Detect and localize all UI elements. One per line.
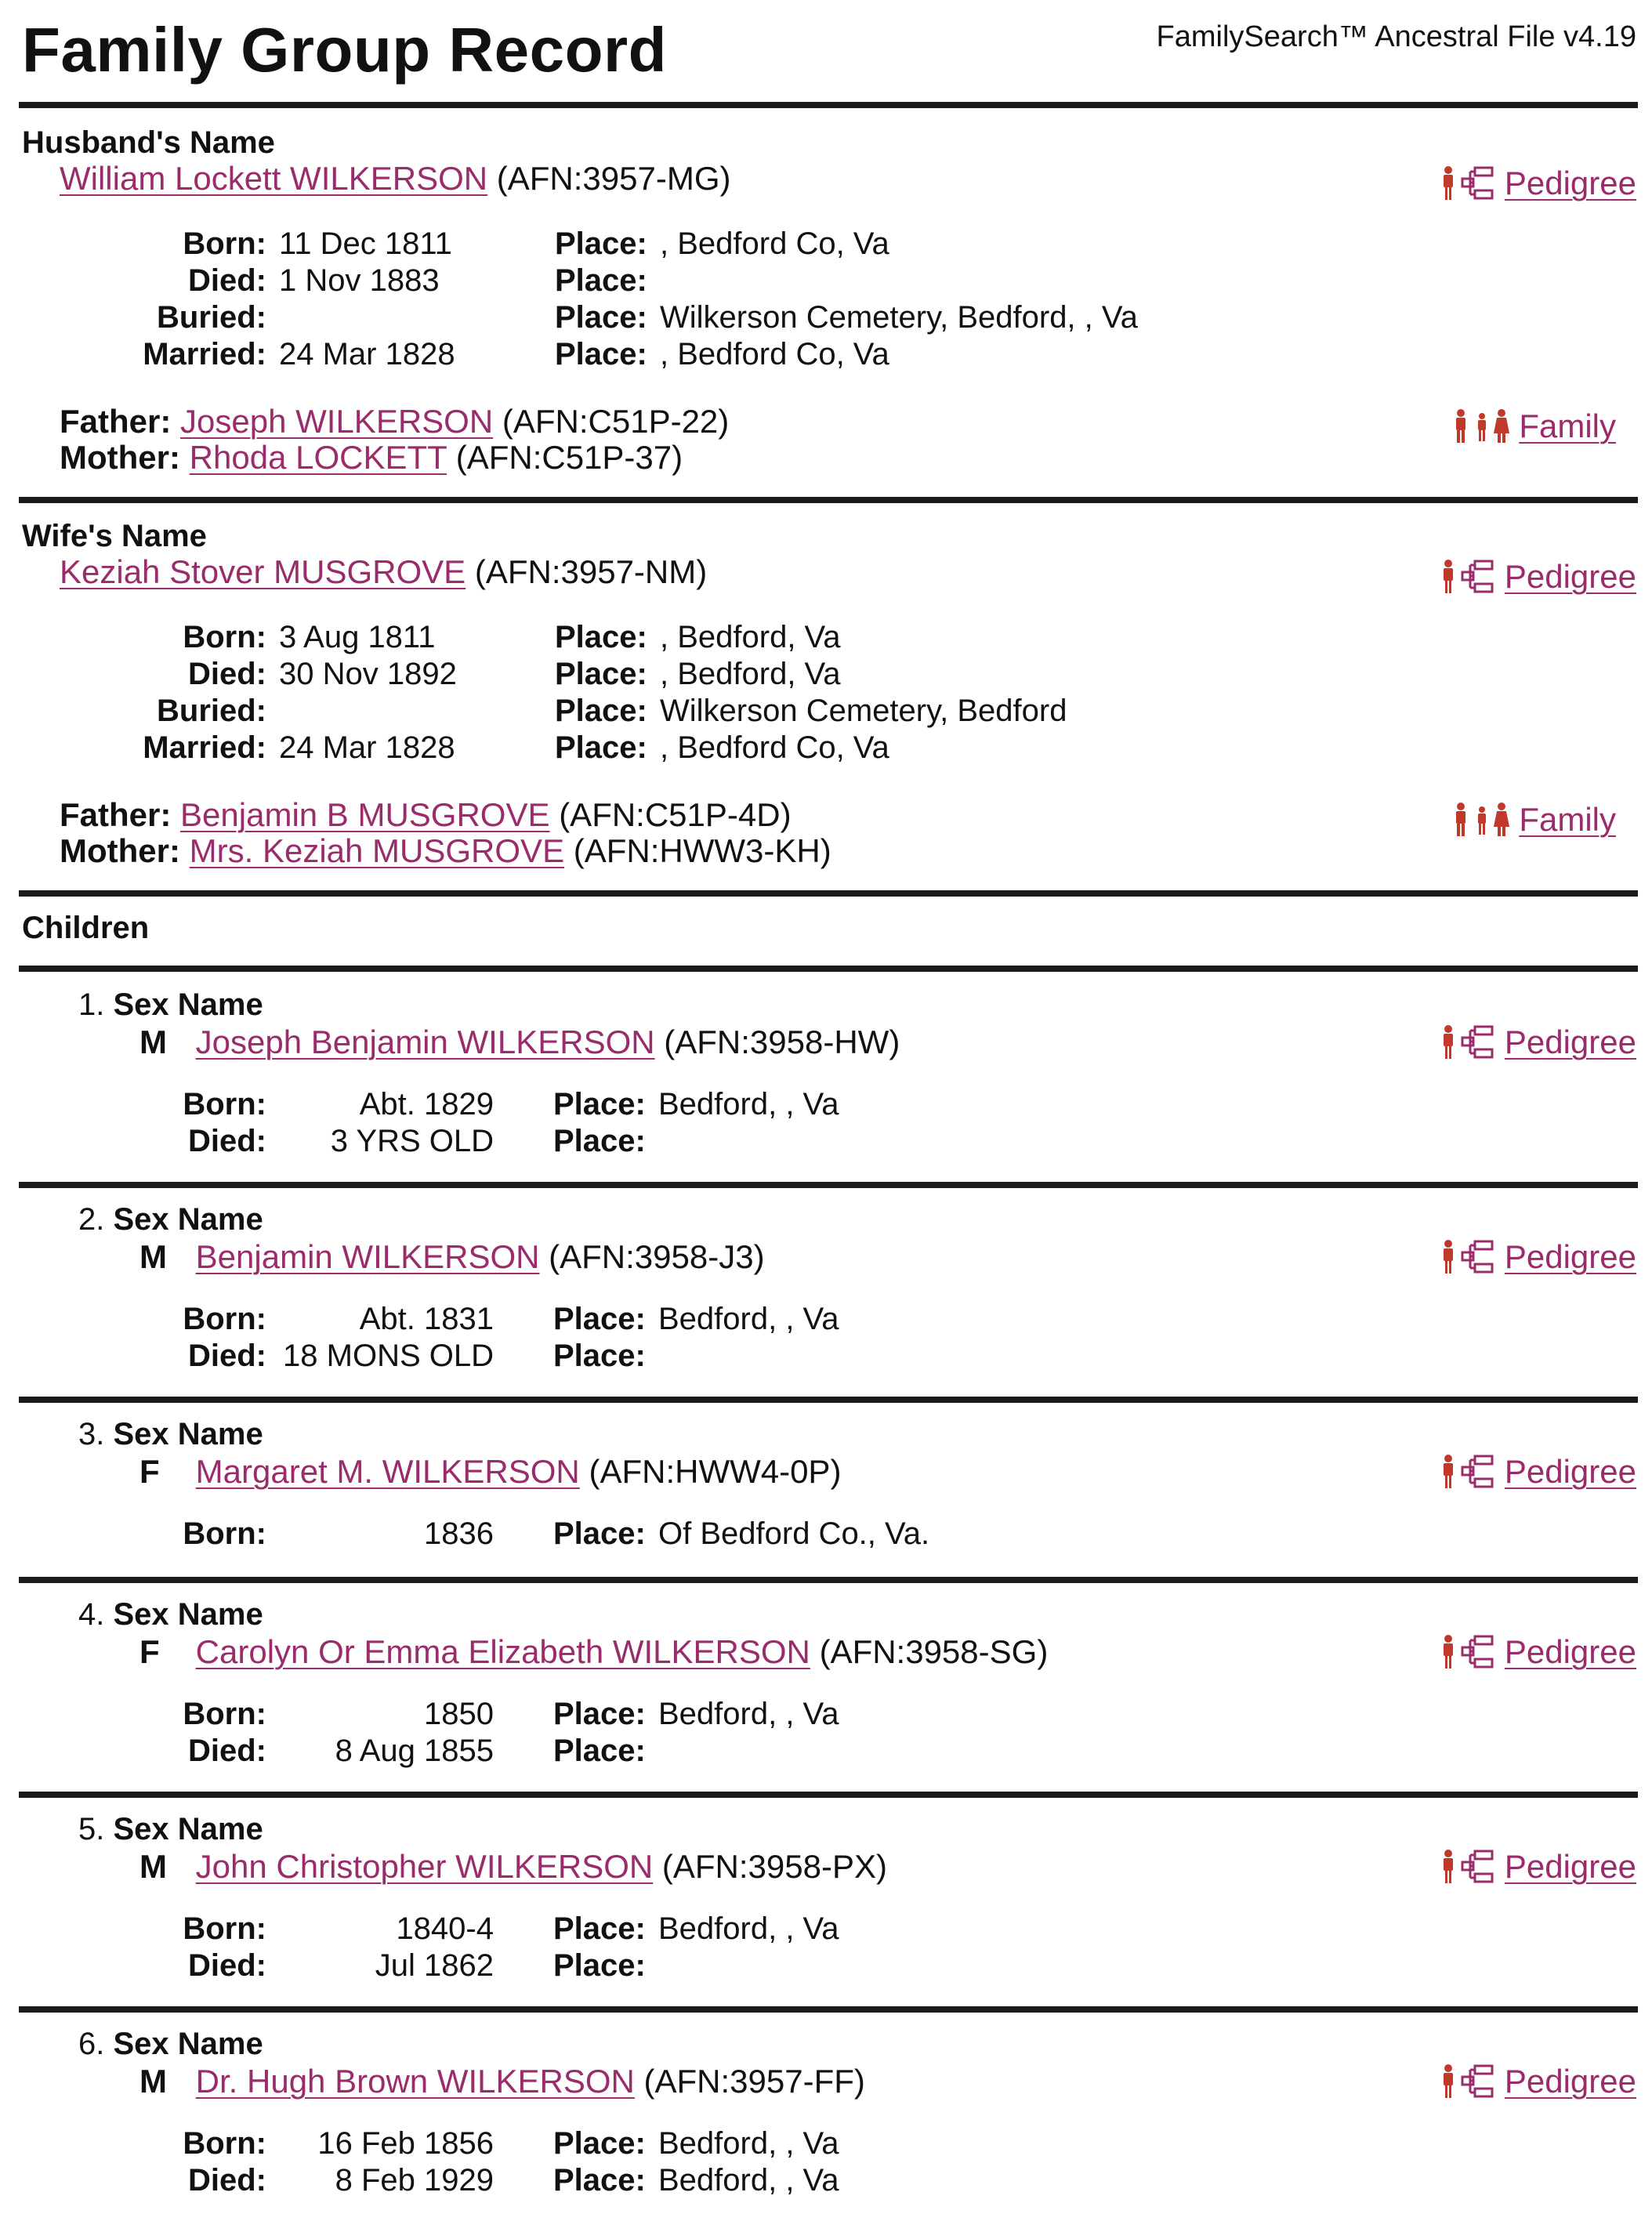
- husband-pedigree-link[interactable]: [1439, 165, 1636, 202]
- child-name-link[interactable]: Margaret M. WILKERSON: [195, 1453, 580, 1490]
- born-label: Born:: [183, 1697, 266, 1731]
- child-number: 5.: [78, 1812, 105, 1846]
- wife-father-link[interactable]: Benjamin B MUSGROVE: [180, 796, 550, 833]
- child-number-header: [78, 1812, 263, 1847]
- wife-born-date: 3 Aug 1811: [279, 620, 436, 654]
- wife-heading: Wife's Name: [22, 519, 207, 553]
- child-afn: (AFN:3958-J3): [549, 1238, 765, 1275]
- sex-name-label: Sex Name: [113, 1597, 263, 1632]
- child-name-line: [139, 2063, 865, 2100]
- family-label: Family: [1519, 408, 1616, 444]
- born-label: Born:: [183, 226, 266, 261]
- child-pedigree-link[interactable]: [1439, 1024, 1636, 1061]
- child-events: [0, 1301, 1652, 1379]
- wife-family-link[interactable]: [1453, 801, 1616, 839]
- pedigree-chart-icon: [1439, 1024, 1497, 1060]
- place-label: Place:: [553, 1339, 646, 1373]
- husband-afn: (AFN:3957-MG): [496, 160, 731, 197]
- child-number-header: [78, 2027, 263, 2062]
- pedigree-label: Pedigree: [1504, 165, 1636, 201]
- child-name-link[interactable]: Dr. Hugh Brown WILKERSON: [195, 2063, 635, 2100]
- child-born-place: Of Bedford Co., Va.: [658, 1516, 930, 1551]
- child-died-date: 8 Feb 1929: [335, 2163, 494, 2198]
- sex-name-label: Sex Name: [113, 1202, 263, 1237]
- husband-mother-link[interactable]: Rhoda LOCKETT: [189, 439, 447, 476]
- pedigree-label: Pedigree: [1504, 1453, 1636, 1490]
- child-afn: (AFN:3957-FF): [643, 2063, 865, 2100]
- father-label: Father:: [60, 403, 172, 440]
- section-divider: [19, 2006, 1638, 2013]
- wife-married-place: , Bedford Co, Va: [660, 730, 889, 765]
- husband-father-line: [60, 403, 729, 440]
- wife-mother-link[interactable]: Mrs. Keziah MUSGROVE: [189, 832, 565, 869]
- born-label: Born:: [183, 1087, 266, 1121]
- child-events: [0, 1516, 1652, 1563]
- section-divider: [19, 1577, 1638, 1583]
- wife-mother-afn: (AFN:HWW3-KH): [573, 832, 831, 869]
- child-born-date: Abt. 1829: [359, 1087, 494, 1121]
- child-afn: (AFN:3958-PX): [661, 1848, 887, 1885]
- husband-family-link[interactable]: [1453, 408, 1616, 445]
- place-label: Place:: [555, 730, 647, 765]
- page-title: Family Group Record: [22, 15, 667, 85]
- pedigree-chart-icon: [1439, 1454, 1497, 1490]
- mother-label: Mother:: [60, 832, 180, 869]
- wife-buried-place: Wilkerson Cemetery, Bedford: [660, 694, 1067, 728]
- born-label: Born:: [183, 1302, 266, 1336]
- buried-label: Buried:: [157, 300, 266, 335]
- child-pedigree-link[interactable]: [1439, 1238, 1636, 1276]
- husband-married-date: 24 Mar 1828: [279, 337, 455, 371]
- child-name-link[interactable]: John Christopher WILKERSON: [195, 1848, 654, 1885]
- born-label: Born:: [183, 1516, 266, 1551]
- pedigree-chart-icon: [1439, 559, 1497, 595]
- child-sex: M: [139, 1238, 167, 1275]
- wife-died-place: , Bedford, Va: [660, 657, 841, 691]
- child-name-line: [139, 1453, 841, 1491]
- section-divider: [19, 1182, 1638, 1188]
- died-label: Died:: [188, 1339, 266, 1373]
- child-sex: F: [139, 1633, 160, 1670]
- husband-events: [0, 226, 1652, 382]
- app-version-label: FamilySearch™ Ancestral File v4.19: [1156, 20, 1636, 53]
- child-sex: M: [139, 1024, 167, 1060]
- family-group-icon: [1453, 408, 1511, 444]
- children-heading: Children: [22, 911, 150, 945]
- child-name-line: [139, 1633, 1048, 1671]
- section-divider: [19, 890, 1638, 897]
- father-label: Father:: [60, 796, 172, 833]
- wife-married-date: 24 Mar 1828: [279, 730, 455, 765]
- pedigree-chart-icon: [1439, 2064, 1497, 2100]
- wife-name-line: [60, 553, 707, 591]
- husband-father-link[interactable]: Joseph WILKERSON: [180, 403, 494, 440]
- place-label: Place:: [553, 1734, 646, 1768]
- sex-name-label: Sex Name: [113, 1417, 263, 1451]
- child-name-line: [139, 1238, 765, 1276]
- wife-died-date: 30 Nov 1892: [279, 657, 457, 691]
- place-label: Place:: [555, 263, 647, 298]
- husband-heading: Husband's Name: [22, 125, 275, 160]
- child-number-header: [78, 1202, 263, 1237]
- born-label: Born:: [183, 620, 266, 654]
- child-born-place: Bedford, , Va: [658, 1087, 839, 1121]
- husband-married-place: , Bedford Co, Va: [660, 337, 889, 371]
- child-events: [0, 1911, 1652, 1989]
- sex-name-label: Sex Name: [113, 1812, 263, 1846]
- place-label: Place:: [555, 620, 647, 654]
- mother-label: Mother:: [60, 439, 180, 476]
- died-label: Died:: [188, 2163, 266, 2198]
- child-pedigree-link[interactable]: [1439, 1453, 1636, 1491]
- husband-mother-afn: (AFN:C51P-37): [455, 439, 683, 476]
- child-name-link[interactable]: Benjamin WILKERSON: [195, 1238, 540, 1275]
- section-divider: [19, 102, 1638, 108]
- pedigree-chart-icon: [1439, 1239, 1497, 1275]
- died-label: Died:: [188, 1948, 266, 1983]
- pedigree-chart-icon: [1439, 1849, 1497, 1885]
- pedigree-label: Pedigree: [1504, 1633, 1636, 1670]
- child-number-header: [78, 1417, 263, 1452]
- sex-name-label: Sex Name: [113, 987, 263, 1022]
- husband-father-afn: (AFN:C51P-22): [502, 403, 730, 440]
- child-events: [0, 1086, 1652, 1165]
- place-label: Place:: [555, 300, 647, 335]
- child-born-date: 1850: [424, 1697, 494, 1731]
- child-born-date: 1840-4: [396, 1911, 494, 1946]
- wife-pedigree-link[interactable]: [1439, 558, 1636, 596]
- wife-father-afn: (AFN:C51P-4D): [559, 796, 792, 833]
- husband-name-link[interactable]: William Lockett WILKERSON: [60, 160, 488, 197]
- child-afn: (AFN:3958-HW): [664, 1024, 900, 1060]
- born-label: Born:: [183, 1911, 266, 1946]
- died-label: Died:: [188, 1734, 266, 1768]
- child-name-link[interactable]: Joseph Benjamin WILKERSON: [195, 1024, 655, 1060]
- place-label: Place:: [553, 1697, 646, 1731]
- family-group-icon: [1453, 802, 1511, 838]
- husband-born-date: 11 Dec 1811: [279, 226, 452, 261]
- child-born-place: Bedford, , Va: [658, 1911, 839, 1946]
- child-died-date: 3 YRS OLD: [330, 1124, 494, 1158]
- child-born-date: Abt. 1831: [359, 1302, 494, 1336]
- child-pedigree-link[interactable]: [1439, 1848, 1636, 1886]
- married-label: Married:: [143, 337, 266, 371]
- child-pedigree-link[interactable]: [1439, 1633, 1636, 1671]
- died-label: Died:: [188, 1124, 266, 1158]
- place-label: Place:: [555, 337, 647, 371]
- section-divider: [19, 966, 1638, 972]
- pedigree-label: Pedigree: [1504, 1848, 1636, 1885]
- child-born-date: 1836: [424, 1516, 494, 1551]
- child-born-date: 16 Feb 1856: [317, 2126, 494, 2161]
- section-divider: [19, 1792, 1638, 1798]
- child-number-header: [78, 987, 263, 1023]
- pedigree-label: Pedigree: [1504, 2063, 1636, 2100]
- place-label: Place:: [553, 1124, 646, 1158]
- child-born-place: Bedford, , Va: [658, 2126, 839, 2161]
- pedigree-chart-icon: [1439, 165, 1497, 201]
- wife-events: [0, 619, 1652, 776]
- husband-born-place: , Bedford Co, Va: [660, 226, 889, 261]
- died-label: Died:: [188, 263, 266, 298]
- child-name-link[interactable]: Carolyn Or Emma Elizabeth WILKERSON: [195, 1633, 810, 1670]
- place-label: Place:: [553, 1087, 646, 1121]
- pedigree-label: Pedigree: [1504, 1024, 1636, 1060]
- child-number: 2.: [78, 1202, 105, 1237]
- wife-mother-line: [60, 832, 831, 870]
- buried-label: Buried:: [157, 694, 266, 728]
- wife-afn: (AFN:3957-NM): [474, 553, 708, 590]
- wife-father-line: [60, 796, 792, 834]
- section-divider: [19, 1397, 1638, 1403]
- child-number: 4.: [78, 1597, 105, 1632]
- child-events: [0, 2125, 1652, 2204]
- place-label: Place:: [555, 657, 647, 691]
- child-name-line: [139, 1024, 900, 1061]
- place-label: Place:: [553, 1302, 646, 1336]
- place-label: Place:: [553, 1948, 646, 1983]
- child-sex: M: [139, 2063, 167, 2100]
- wife-born-place: , Bedford, Va: [660, 620, 841, 654]
- child-born-place: Bedford, , Va: [658, 1697, 839, 1731]
- child-died-date: 18 MONS OLD: [283, 1339, 494, 1373]
- child-name-line: [139, 1848, 887, 1886]
- child-died-date: Jul 1862: [375, 1948, 494, 1983]
- pedigree-label: Pedigree: [1504, 558, 1636, 595]
- section-divider: [19, 497, 1638, 503]
- married-label: Married:: [143, 730, 266, 765]
- family-label: Family: [1519, 801, 1616, 838]
- place-label: Place:: [553, 2126, 646, 2161]
- husband-name-line: [60, 160, 731, 197]
- place-label: Place:: [553, 1516, 646, 1551]
- pedigree-label: Pedigree: [1504, 1238, 1636, 1275]
- child-events: [0, 1696, 1652, 1774]
- place-label: Place:: [555, 226, 647, 261]
- wife-name-link[interactable]: Keziah Stover MUSGROVE: [60, 553, 466, 590]
- place-label: Place:: [553, 1911, 646, 1946]
- child-sex: F: [139, 1453, 160, 1490]
- place-label: Place:: [553, 2163, 646, 2198]
- child-number: 3.: [78, 1417, 105, 1451]
- husband-died-date: 1 Nov 1883: [279, 263, 440, 298]
- born-label: Born:: [183, 2126, 266, 2161]
- child-afn: (AFN:HWW4-0P): [589, 1453, 842, 1490]
- child-number: 1.: [78, 987, 105, 1022]
- child-number: 6.: [78, 2027, 105, 2061]
- child-died-place: Bedford, , Va: [658, 2163, 839, 2198]
- child-sex: M: [139, 1848, 167, 1885]
- child-afn: (AFN:3958-SG): [819, 1633, 1049, 1670]
- pedigree-chart-icon: [1439, 1634, 1497, 1670]
- place-label: Place:: [555, 694, 647, 728]
- child-pedigree-link[interactable]: [1439, 2063, 1636, 2100]
- child-born-place: Bedford, , Va: [658, 1302, 839, 1336]
- died-label: Died:: [188, 657, 266, 691]
- husband-mother-line: [60, 439, 683, 476]
- child-died-date: 8 Aug 1855: [335, 1734, 494, 1768]
- husband-buried-place: Wilkerson Cemetery, Bedford, , Va: [660, 300, 1138, 335]
- sex-name-label: Sex Name: [113, 2027, 263, 2061]
- child-number-header: [78, 1597, 263, 1632]
